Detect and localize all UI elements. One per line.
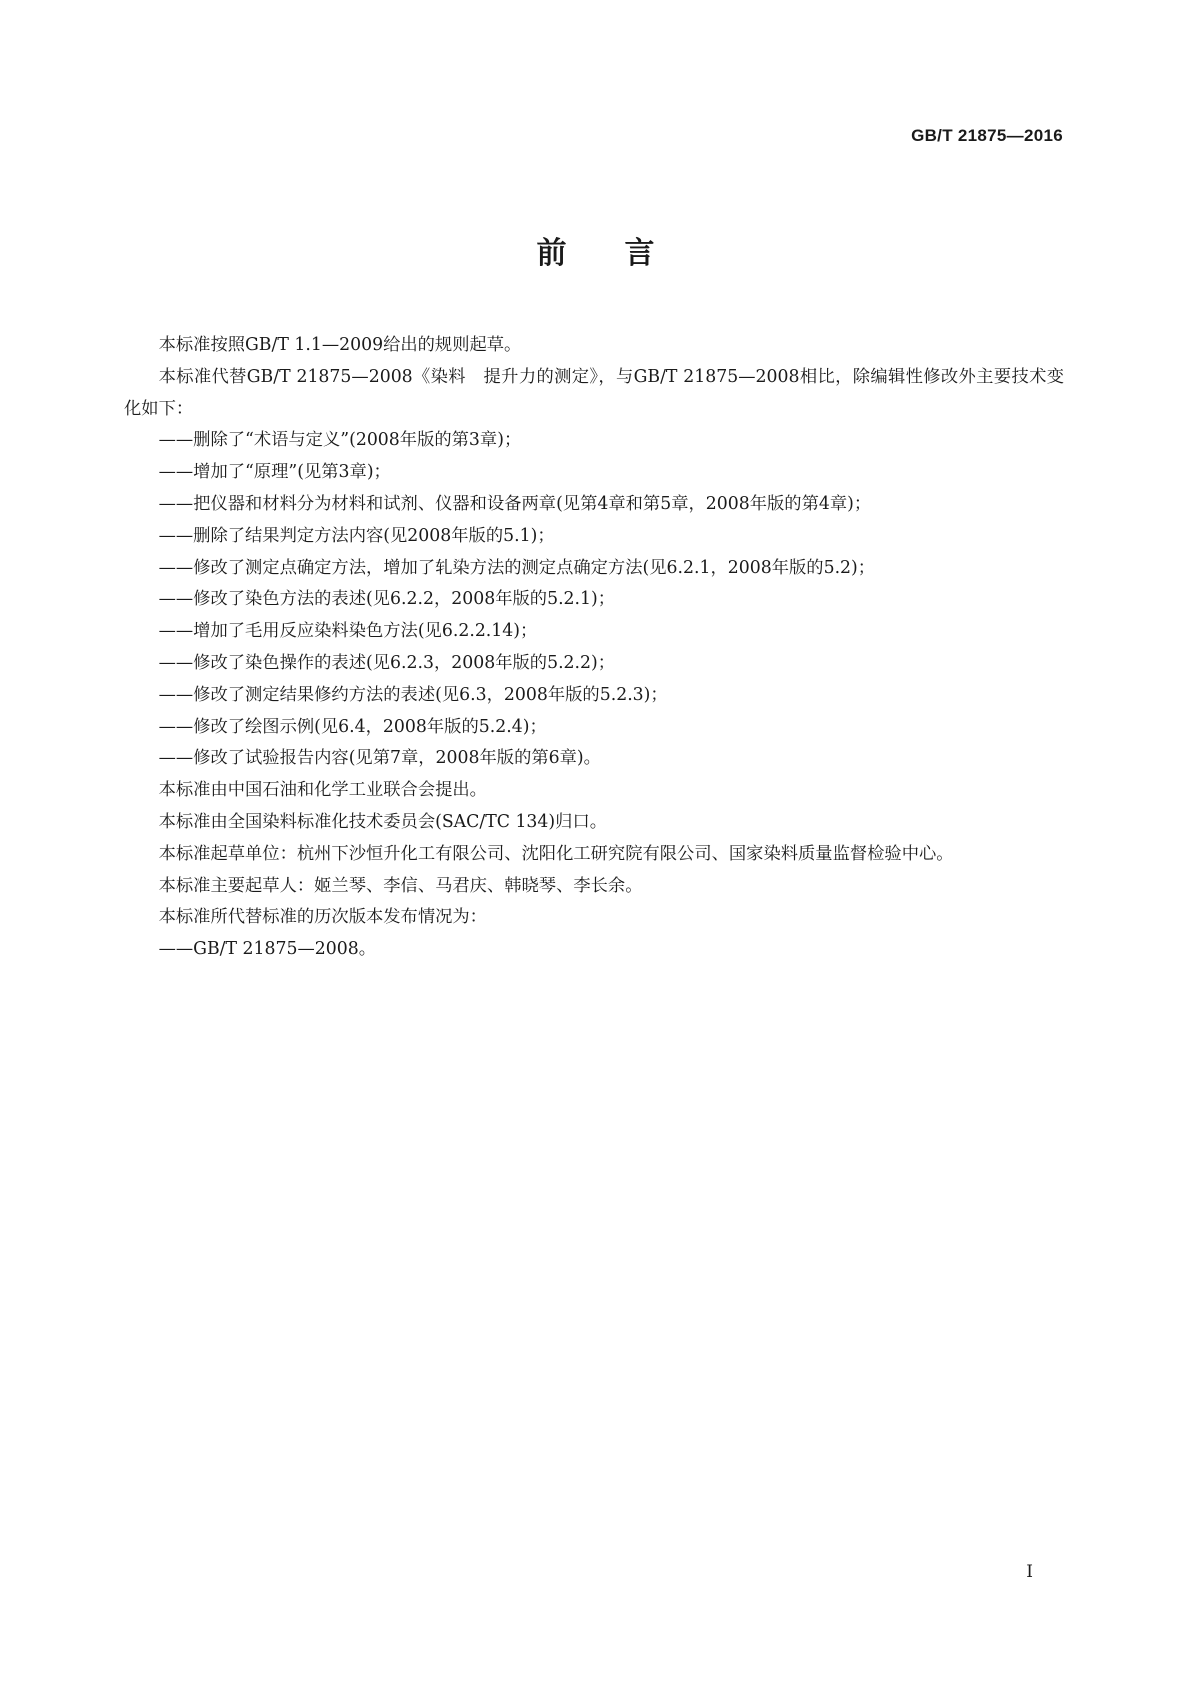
history-item: ——GB/T 21875—2008。 xyxy=(158,939,377,960)
change-item: ——修改了测定结果修约方法的表述(见6.3，2008年版的5.2.3)； xyxy=(158,684,668,705)
foreword-body xyxy=(124,330,1064,966)
page-number: I xyxy=(1026,1562,1033,1582)
change-item: ——修改了绘图示例(见6.4，2008年版的5.2.4)； xyxy=(158,716,547,737)
change-item: ——增加了“原理”(见第3章)； xyxy=(158,462,391,483)
paragraph-drafters: 本标准主要起草人：姬兰琴、李信、马君庆、韩晓琴、李长余。 xyxy=(158,875,643,896)
change-item: ——把仪器和材料分为材料和试剂、仪器和设备两章(见第4章和第5章，2008年版的第4章)； xyxy=(158,493,872,514)
standard-code: GB/T 21875—2016 xyxy=(911,126,1063,145)
change-item: ——修改了试验报告内容(见第7章，2008年版的第6章)。 xyxy=(158,748,601,769)
change-item: ——删除了“术语与定义”(2008年版的第3章)； xyxy=(158,430,522,451)
change-item: ——增加了毛用反应染料染色方法(见6.2.2.14)； xyxy=(158,621,538,642)
paragraph-proposer: 本标准由中国石油和化学工业联合会提出。 xyxy=(158,780,487,801)
paragraph-history: 本标准所代替标准的历次版本发布情况为： xyxy=(158,907,487,928)
paragraph-drafting-rules: 本标准按照GB/T 1.1—2009给出的规则起草。 xyxy=(158,335,522,355)
paragraph-committee: 本标准由全国染料标准化技术委员会(SAC/TC 134)归口。 xyxy=(158,811,608,832)
change-item: ——修改了测定点确定方法，增加了轧染方法的测定点确定方法(见6.2.1，2008年版的5.2)； xyxy=(158,557,876,578)
change-item: ——修改了染色方法的表述(见6.2.2，2008年版的5.2.1)； xyxy=(158,589,616,610)
page-title: 前言 xyxy=(536,236,713,271)
change-item: ——修改了染色操作的表述(见6.2.3，2008年版的5.2.2)； xyxy=(158,652,616,673)
paragraph-drafting-units: 本标准起草单位：杭州下沙恒升化工有限公司、沈阳化工研究院有限公司、国家染料质量监督检验中心。 xyxy=(158,843,954,864)
paragraph-replacement: 本标准代替GB/T 21875—2008《染料 提升力的测定》，与GB/T 21875—2008相比，除编辑性修改外主要技术变化如下： xyxy=(124,366,1064,419)
change-item: ——删除了结果判定方法内容(见2008年版的5.1)； xyxy=(158,525,555,546)
